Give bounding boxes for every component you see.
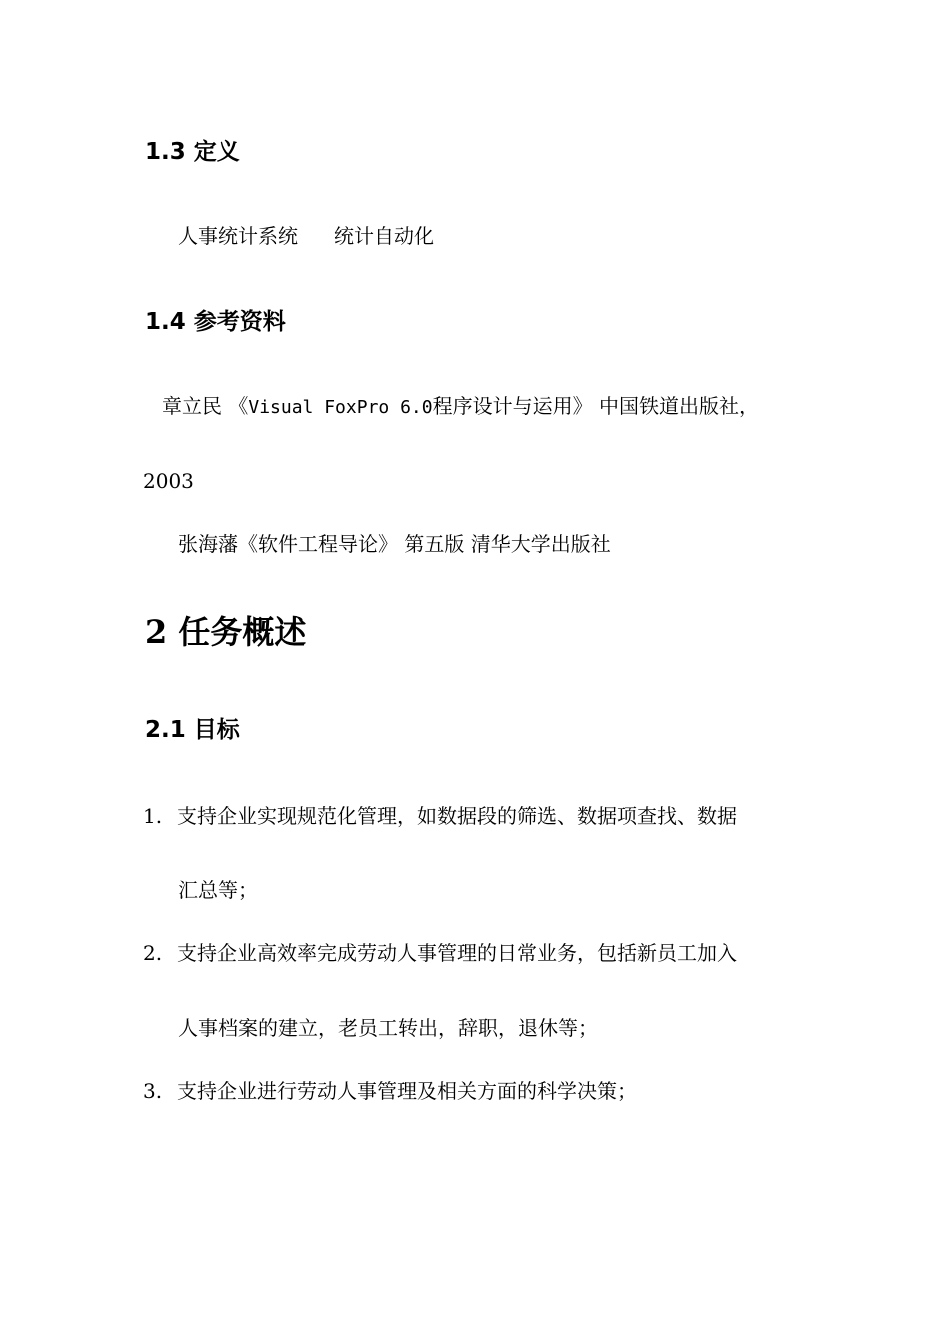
reference-1-publisher: 中国铁道出版社， [598,394,759,418]
reference-1-year: 2003 [143,469,194,493]
definition-text: 统计自动化 [334,224,434,248]
list-item-number: 1. [143,804,163,828]
list-item-number: 2. [143,941,163,965]
reference-1-open-quote: 《 [228,394,249,418]
reference-1-author: 章立民 [162,394,222,418]
reference-1-title-latin: Visual FoxPro 6.0 [248,397,433,418]
reference-1-title-cn: 程序设计与运用 [432,394,573,418]
list-item-text: 支持企业实现规范化管理，如数据段的筛选、数据项查找、数据 [177,804,737,828]
list-item-2-continuation: 人事档案的建立，老员工转出，辞职，退休等； [178,1016,598,1040]
list-item-1 [143,802,737,830]
list-item-number: 3. [143,1079,163,1103]
reference-1-close-quote: 》 [572,394,593,418]
list-item-1-continuation: 汇总等； [178,878,258,902]
heading-2-task-overview: 2 任务概述 [145,613,307,651]
heading-1-3-definitions: 1.3 定义 [145,139,240,165]
list-item-text: 支持企业高效率完成劳动人事管理的日常业务，包括新员工加入 [177,941,737,965]
heading-2-1-goals: 2.1 目标 [145,717,240,743]
heading-1-4-references: 1.4 参考资料 [145,309,286,335]
list-item-2 [143,939,737,967]
reference-2: 张海藩《软件工程导论》 第五版 清华大学出版社 [178,532,611,556]
definition-term: 人事统计系统 [178,224,298,248]
list-item-3 [143,1077,637,1105]
list-item-text: 支持企业进行劳动人事管理及相关方面的科学决策； [177,1079,637,1103]
reference-1 [162,392,759,422]
definition-line [178,222,434,250]
